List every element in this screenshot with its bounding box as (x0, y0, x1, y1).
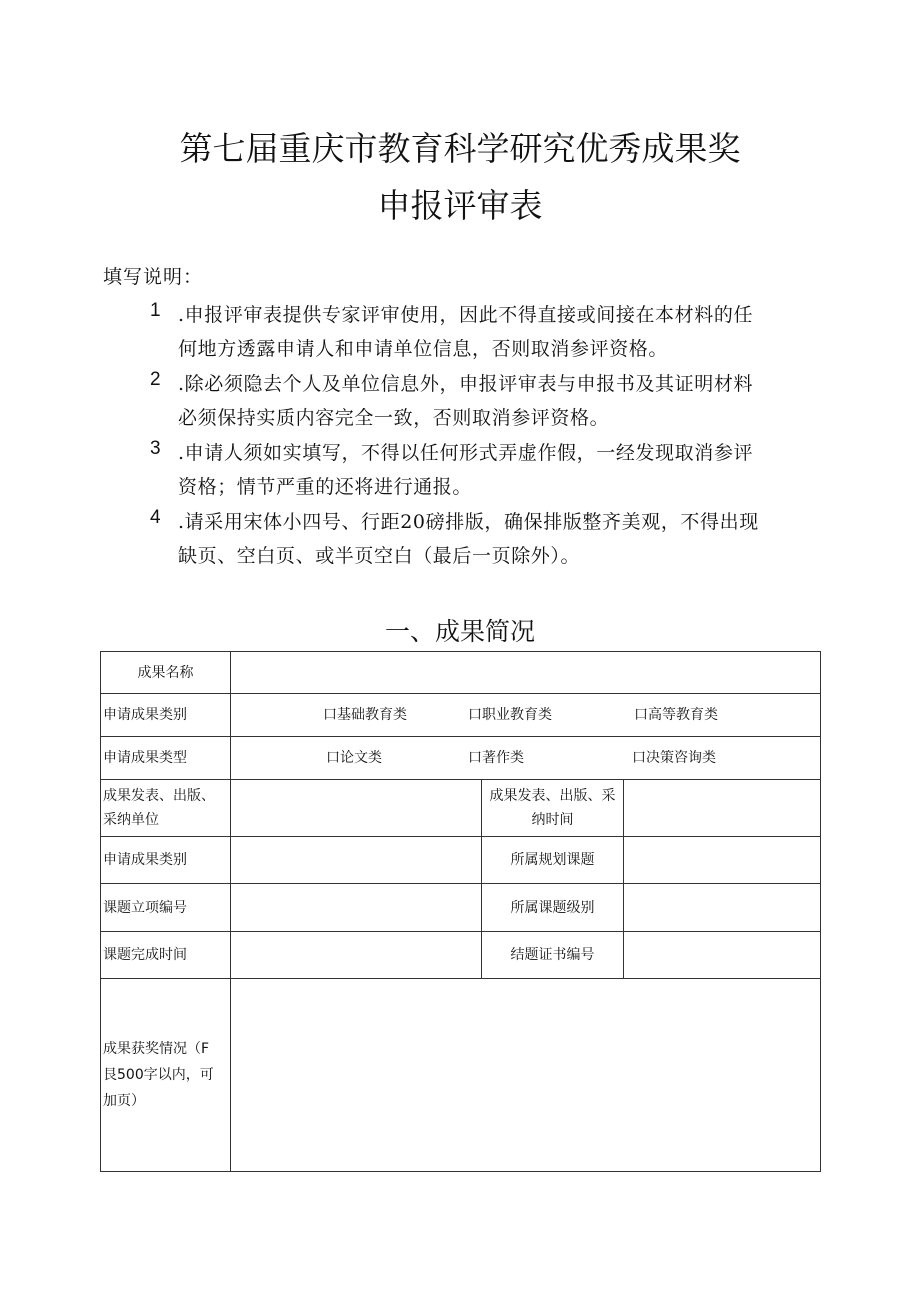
award-label-line: 艮500字以内，可 (103, 1067, 214, 1083)
instruction-number: 1 (150, 300, 161, 321)
instruction-line: 必须保持实质内容完全一致，否则取消参评资格。 (178, 407, 610, 429)
instruction-line: .请采用宋体小四号、行距20磅排版，确保排版整齐美观，不得出现 (178, 511, 759, 533)
complete-time-value[interactable] (231, 932, 482, 979)
publish-time-label (482, 780, 624, 837)
name-value[interactable] (231, 652, 821, 694)
award-label-line: 成果获奖情况（F (103, 1041, 210, 1057)
cert-no-value[interactable] (624, 932, 821, 979)
type-options (231, 737, 821, 780)
instruction-line: 资格；情节严重的还将进行通报。 (178, 476, 473, 498)
publish-unit-label-line: 采纳单位 (103, 812, 159, 828)
instructions-label: 填写说明： (103, 266, 204, 288)
instruction-number: 4 (150, 507, 161, 528)
award-label (101, 979, 231, 1172)
instruction-line: .申请人须如实填写，不得以任何形式弄虚作假，一经发现取消参评 (178, 442, 754, 464)
award-label-line: 加页） (103, 1093, 145, 1109)
plan-project-label: 所属规划课题 (482, 837, 624, 884)
instruction-line: .除必须隐去个人及单位信息外，申报评审表与申报书及其证明材料 (178, 373, 754, 395)
category-label: 申请成果类别 (101, 694, 231, 737)
publish-time-label-line: 成果发表、出版、采 (489, 788, 616, 804)
publish-unit-label (101, 780, 231, 837)
publish-unit-value[interactable] (231, 780, 482, 837)
category-options (231, 694, 821, 737)
project-no-label: 课题立项编号 (101, 884, 231, 932)
cert-no-label: 结题证书编号 (482, 932, 624, 979)
complete-time-label: 课题完成时间 (101, 932, 231, 979)
publish-unit-label-line: 成果发表、出版、 (103, 788, 215, 804)
instruction-line: .申报评审表提供专家评审使用，因此不得直接或间接在本材料的任 (178, 304, 754, 326)
award-value[interactable] (231, 979, 821, 1172)
instruction-number: 2 (150, 369, 161, 390)
instruction-line: 何地方透露申请人和申请单位信息，否则取消参评资格。 (178, 338, 669, 360)
section-title: 一、成果简况 (384, 617, 535, 646)
summary-table (100, 651, 821, 1172)
instruction-number: 3 (150, 438, 161, 459)
category-option-higher[interactable]: 口高等教育类 (634, 707, 718, 723)
type-option-consulting[interactable]: 口决策咨询类 (632, 750, 716, 766)
publish-time-value[interactable] (624, 780, 821, 837)
category2-value[interactable] (231, 837, 482, 884)
category-option-basic[interactable]: 口基础教育类 (323, 707, 407, 723)
category2-label: 申请成果类别 (101, 837, 231, 884)
instruction-line: 缺页、空白页、或半页空白（最后一页除外）。 (178, 545, 581, 567)
project-level-value[interactable] (624, 884, 821, 932)
category-option-vocational[interactable]: 口职业教育类 (468, 707, 552, 723)
type-option-book[interactable]: 口著作类 (468, 750, 524, 766)
project-level-label: 所属课题级别 (482, 884, 624, 932)
plan-project-value[interactable] (624, 837, 821, 884)
document-subtitle: 申报评审表 (377, 186, 543, 225)
type-label: 申请成果类型 (101, 737, 231, 780)
name-label: 成果名称 (101, 652, 231, 694)
publish-time-label-line: 纳时间 (531, 812, 574, 828)
project-no-value[interactable] (231, 884, 482, 932)
document-title: 第七届重庆市教育科学研究优秀成果奖 (179, 129, 741, 168)
type-option-paper[interactable]: 口论文类 (326, 750, 382, 766)
